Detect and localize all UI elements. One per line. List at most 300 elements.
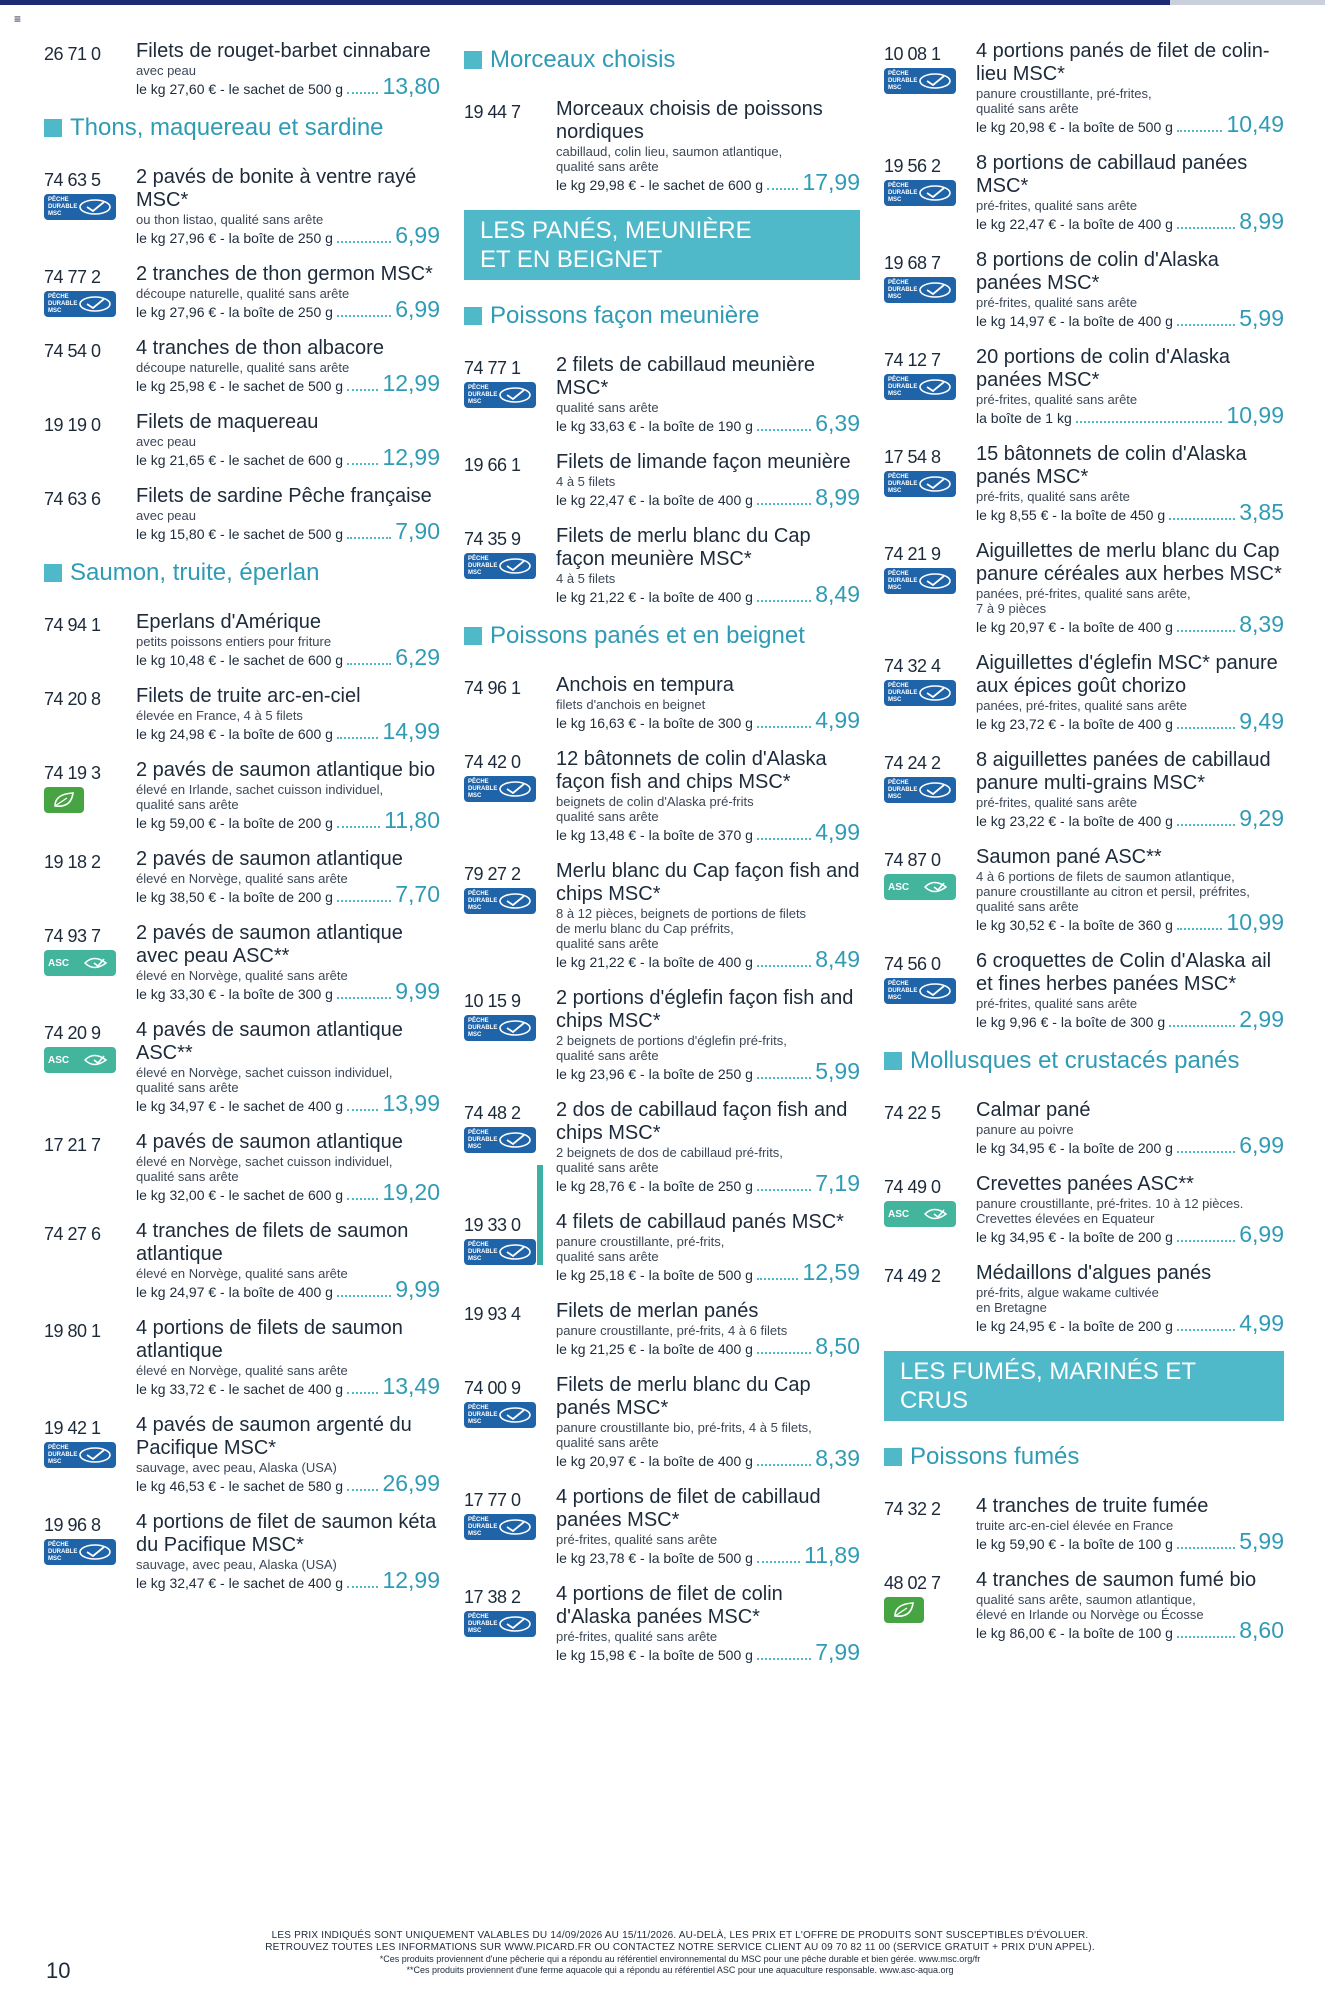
product-item xyxy=(464,525,860,606)
price-leader xyxy=(1177,928,1223,930)
msc-logo-word: MSC xyxy=(468,1627,482,1634)
product-body xyxy=(556,525,860,606)
price-line xyxy=(976,1221,1284,1247)
msc-logo-word: DURABLE xyxy=(48,1451,78,1458)
fish-tick-icon xyxy=(918,72,952,90)
unit-price: le kg 21,25 € - la boîte de 400 g xyxy=(556,1341,753,1357)
price-line xyxy=(976,1310,1284,1336)
price-leader xyxy=(1177,1151,1235,1153)
price-value: 4,99 xyxy=(1239,1310,1284,1336)
price-leader xyxy=(757,503,811,505)
product-left xyxy=(884,249,976,330)
product-left xyxy=(44,40,136,98)
price-line xyxy=(556,1542,860,1568)
product-body xyxy=(976,846,1284,934)
product-item xyxy=(884,540,1284,636)
msc-logo-icon xyxy=(464,1127,536,1153)
unit-price: le kg 59,90 € - la boîte de 100 g xyxy=(976,1536,1173,1552)
msc-logo-word: DURABLE xyxy=(48,300,78,307)
product-item xyxy=(464,354,860,435)
msc-logo-word: DURABLE xyxy=(888,189,918,196)
unit-price: le kg 22,47 € - la boîte de 400 g xyxy=(976,216,1173,232)
section-heading: Thons, maquereau et sardine xyxy=(44,114,440,142)
price-value: 12,99 xyxy=(382,370,440,396)
product-body xyxy=(556,98,860,194)
product-description: 4 à 5 filets xyxy=(556,474,616,489)
unit-price: le kg 16,63 € - la boîte de 300 g xyxy=(556,715,753,731)
product-description: Crevettes élevées en Equateur xyxy=(976,1211,1155,1226)
product-name: 2 pavés de saumon atlantique avec peau ASC** xyxy=(136,922,403,967)
product-description: truite arc-en-ciel élevée en France xyxy=(976,1518,1174,1533)
msc-logo-word: MSC xyxy=(48,210,62,217)
product-left xyxy=(44,759,136,832)
column-2 xyxy=(464,40,860,1680)
product-body xyxy=(976,540,1284,636)
product-code: 74 32 4 xyxy=(884,656,941,676)
product-body xyxy=(136,1019,440,1115)
price-leader xyxy=(1177,227,1235,229)
fish-tick-icon xyxy=(918,184,952,202)
product-code: 19 33 0 xyxy=(464,1215,521,1235)
msc-logo-text xyxy=(468,1614,497,1635)
product-list xyxy=(464,354,860,606)
product-name: Crevettes panées ASC** xyxy=(976,1173,1194,1195)
product-code: 26 71 0 xyxy=(44,44,101,64)
product-description: qualité sans arête xyxy=(136,1080,239,1095)
unit-price: le kg 24,97 € - la boîte de 400 g xyxy=(136,1284,333,1300)
price-value: 14,99 xyxy=(382,718,440,744)
product-body xyxy=(136,759,440,832)
product-name: 4 portions de filet de colin d'Alaska panées MSC* xyxy=(556,1583,783,1628)
unit-price: le kg 33,63 € - la boîte de 190 g xyxy=(556,418,753,434)
msc-logo-word: MSC xyxy=(468,792,482,799)
msc-logo-text xyxy=(468,1130,497,1151)
product-item xyxy=(464,1099,860,1195)
price-value: 8,49 xyxy=(815,946,860,972)
price-line xyxy=(136,1179,440,1205)
product-description: cabillaud, colin lieu, saumon atlantique, xyxy=(556,144,783,159)
product-code: 17 54 8 xyxy=(884,447,941,467)
price-leader xyxy=(1177,824,1235,826)
msc-logo-icon xyxy=(884,277,956,303)
price-value: 6,99 xyxy=(395,296,440,322)
price-leader xyxy=(1177,1240,1235,1242)
product-name: Aiguillettes de merlu blanc du Cap panure céréales aux herbes MSC* xyxy=(976,540,1282,585)
unit-price: le kg 25,18 € - la boîte de 500 g xyxy=(556,1267,753,1283)
fish-tick-icon xyxy=(918,281,952,299)
msc-logo-word: DURABLE xyxy=(468,1024,498,1031)
product-left xyxy=(884,1569,976,1642)
product-list xyxy=(464,674,860,1664)
product-code: 74 94 1 xyxy=(44,615,101,635)
product-description: qualité sans arête xyxy=(556,400,659,415)
price-value: 26,99 xyxy=(382,1470,440,1496)
msc-logo-word: DURABLE xyxy=(468,897,498,904)
unit-price: le kg 8,55 € - la boîte de 450 g xyxy=(976,507,1166,523)
unit-price: le kg 32,00 € - le sachet de 600 g xyxy=(136,1187,344,1203)
organic-leaf-icon xyxy=(889,1600,919,1620)
product-code: 19 93 4 xyxy=(464,1304,521,1324)
product-left xyxy=(464,987,556,1083)
product-description: panure croustillante bio, pré-frits, 4 à 5 filets, xyxy=(556,1420,812,1435)
product-body xyxy=(556,674,860,732)
product-code: 19 66 1 xyxy=(464,455,521,475)
product-description: élevé en Irlande ou Norvège ou Écosse xyxy=(976,1607,1204,1622)
product-code: 74 27 6 xyxy=(44,1224,101,1244)
product-list xyxy=(884,40,1284,1031)
fish-tick-icon xyxy=(498,1615,532,1633)
price-leader xyxy=(337,900,391,902)
product-description: sauvage, avec peau, Alaska (USA) xyxy=(136,1460,337,1475)
product-item xyxy=(464,748,860,844)
product-code: 17 77 0 xyxy=(464,1490,521,1510)
product-description: élevé en Norvège, qualité sans arête xyxy=(136,1363,348,1378)
fish-tick-icon xyxy=(918,572,952,590)
product-item xyxy=(884,1569,1284,1642)
price-value: 7,90 xyxy=(395,518,440,544)
msc-logo-word: PÊCHE xyxy=(888,279,909,286)
msc-logo-word: MSC xyxy=(468,1255,482,1262)
price-leader xyxy=(347,537,391,539)
unit-price: le kg 15,98 € - la boîte de 500 g xyxy=(556,1647,753,1663)
price-value: 8,99 xyxy=(815,484,860,510)
price-value: 5,99 xyxy=(1239,305,1284,331)
msc-logo-text xyxy=(468,556,497,577)
price-leader xyxy=(1169,1025,1235,1027)
section-heading: Morceaux choisis xyxy=(464,46,860,74)
product-code: 74 49 0 xyxy=(884,1177,941,1197)
product-left xyxy=(44,1414,136,1495)
product-name: 4 pavés de saumon atlantique xyxy=(136,1131,403,1153)
msc-logo-word: PÊCHE xyxy=(48,1541,69,1548)
product-left xyxy=(44,848,136,906)
product-left xyxy=(44,1019,136,1115)
square-bullet-icon xyxy=(44,119,62,137)
price-leader xyxy=(757,429,811,431)
product-description: qualité sans arête xyxy=(556,1048,659,1063)
product-left xyxy=(884,1262,976,1335)
msc-logo-icon xyxy=(884,777,956,803)
price-value: 13,80 xyxy=(382,73,440,99)
fish-tick-icon xyxy=(498,1406,532,1424)
price-value: 5,99 xyxy=(1239,1528,1284,1554)
product-description: pré-frites, qualité sans arête xyxy=(976,996,1138,1011)
product-description: qualité sans arête xyxy=(136,797,239,812)
product-item xyxy=(44,411,440,469)
product-name: 4 pavés de saumon argenté du Pacifique MSC* xyxy=(136,1414,412,1459)
product-code: 74 00 9 xyxy=(464,1378,521,1398)
product-description: panure croustillante, pré-frites. 10 à 12 pièces. xyxy=(976,1196,1244,1211)
product-left xyxy=(464,1374,556,1470)
msc-logo-text xyxy=(888,683,917,704)
price-line xyxy=(136,881,440,907)
msc-logo-word: DURABLE xyxy=(468,391,498,398)
product-item xyxy=(44,1511,440,1592)
price-leader xyxy=(1169,518,1235,520)
price-line xyxy=(976,909,1284,935)
fish-tick-icon xyxy=(78,1543,112,1561)
fish-tick-icon xyxy=(498,557,532,575)
category-banner: LES FUMÉS, MARINÉS ET CRUS xyxy=(884,1351,1284,1421)
product-body xyxy=(556,354,860,435)
product-description: élevée en France, 4 à 5 filets xyxy=(136,708,303,723)
fish-tick-icon xyxy=(918,982,952,1000)
product-body xyxy=(136,922,440,1003)
square-bullet-icon xyxy=(464,51,482,69)
fish-tick-icon xyxy=(78,198,112,216)
product-body xyxy=(136,1511,440,1592)
product-name: 2 filets de cabillaud meunière MSC* xyxy=(556,354,816,399)
unit-price: le kg 25,98 € - le sachet de 500 g xyxy=(136,378,344,394)
product-left xyxy=(44,1220,136,1301)
product-code: 74 22 5 xyxy=(884,1103,941,1123)
product-left xyxy=(464,674,556,732)
product-name: 2 portions d'églefin façon fish and chips MSC* xyxy=(556,987,854,1032)
price-line xyxy=(976,1132,1284,1158)
price-value: 7,99 xyxy=(815,1639,860,1665)
price-value: 9,99 xyxy=(395,1276,440,1302)
product-code: 74 87 0 xyxy=(884,850,941,870)
product-name: Filets de maquereau xyxy=(136,411,319,433)
msc-logo-icon xyxy=(464,888,536,914)
fish-tick-icon xyxy=(498,1019,532,1037)
msc-logo-word: PÊCHE xyxy=(888,570,909,577)
product-body xyxy=(976,950,1284,1031)
msc-logo-word: DURABLE xyxy=(888,383,918,390)
price-line xyxy=(556,581,860,607)
msc-logo-text xyxy=(468,1405,497,1426)
square-bullet-icon xyxy=(464,627,482,645)
unit-price: le kg 21,22 € - la boîte de 400 g xyxy=(556,954,753,970)
msc-logo-word: DURABLE xyxy=(468,1248,498,1255)
product-left xyxy=(884,846,976,934)
top-bar xyxy=(0,0,1170,5)
price-value: 13,49 xyxy=(382,1373,440,1399)
column-1 xyxy=(44,40,440,1608)
product-name: 4 tranches de saumon fumé bio xyxy=(976,1569,1257,1591)
product-name: Eperlans d'Amérique xyxy=(136,611,322,633)
msc-logo-word: PÊCHE xyxy=(48,196,69,203)
product-body xyxy=(976,1569,1284,1642)
price-line xyxy=(136,296,440,322)
msc-logo-icon xyxy=(884,68,956,94)
product-code: 10 08 1 xyxy=(884,44,941,64)
product-name: Filets de merlu blanc du Cap panés MSC* xyxy=(556,1374,811,1419)
product-item xyxy=(44,685,440,743)
product-item xyxy=(884,749,1284,830)
price-value: 6,99 xyxy=(1239,1132,1284,1158)
msc-logo-icon xyxy=(884,180,956,206)
product-code: 10 15 9 xyxy=(464,991,521,1011)
msc-logo-word: MSC xyxy=(888,994,902,1001)
price-line xyxy=(976,499,1284,525)
unit-price: le kg 24,98 € - la boîte de 600 g xyxy=(136,726,333,742)
product-description: qualité sans arête xyxy=(556,809,659,824)
product-body xyxy=(556,1300,860,1358)
product-name: 2 pavés de saumon atlantique xyxy=(136,848,403,870)
price-leader xyxy=(347,463,378,465)
product-item xyxy=(464,987,860,1083)
price-value: 8,60 xyxy=(1239,1617,1284,1643)
price-leader xyxy=(757,1561,800,1563)
accent-bar xyxy=(537,1165,543,1265)
fish-tick-icon xyxy=(922,1205,952,1223)
price-leader xyxy=(757,1077,811,1079)
msc-logo-text xyxy=(888,377,917,398)
msc-logo-word: PÊCHE xyxy=(888,980,909,987)
price-line xyxy=(556,1333,860,1359)
product-left xyxy=(44,337,136,395)
section-heading: Poissons fumés xyxy=(884,1443,1284,1471)
msc-logo-word: DURABLE xyxy=(888,286,918,293)
msc-logo-word: MSC xyxy=(468,1418,482,1425)
msc-logo-text xyxy=(888,571,917,592)
msc-logo-word: PÊCHE xyxy=(888,70,909,77)
product-description: qualité sans arête xyxy=(976,899,1079,914)
product-name: Anchois en tempura xyxy=(556,674,734,696)
asc-logo-icon xyxy=(884,1201,956,1227)
unit-price: le kg 28,76 € - la boîte de 250 g xyxy=(556,1178,753,1194)
column-3 xyxy=(884,40,1284,1658)
product-item xyxy=(884,652,1284,733)
category-banner: LES PANÉS, MEUNIÈRE ET EN BEIGNET xyxy=(464,210,860,280)
product-code: 74 77 1 xyxy=(464,358,521,378)
unit-price: le kg 46,53 € - le sachet de 580 g xyxy=(136,1478,344,1494)
product-code: 48 02 7 xyxy=(884,1573,941,1593)
product-description: avec peau xyxy=(136,508,196,523)
price-leader xyxy=(347,663,391,665)
price-value: 11,89 xyxy=(804,1542,860,1568)
product-body xyxy=(556,1486,860,1567)
msc-logo-text xyxy=(468,779,497,800)
product-name: 4 portions de filet de cabillaud panées MSC* xyxy=(556,1486,821,1531)
price-value: 12,99 xyxy=(382,444,440,470)
product-code: 19 96 8 xyxy=(44,1515,101,1535)
price-leader xyxy=(757,726,811,728)
product-description: panées, pré-frites, qualité sans arête, xyxy=(976,586,1191,601)
fish-tick-icon xyxy=(918,378,952,396)
product-name: Aiguillettes d'églefin MSC* panure aux épices goût chorizo xyxy=(976,652,1278,697)
product-code: 74 77 2 xyxy=(44,267,101,287)
product-description: élevé en Norvège, qualité sans arête xyxy=(136,1266,348,1281)
product-left xyxy=(884,443,976,524)
product-item xyxy=(44,848,440,906)
price-line xyxy=(136,370,440,396)
square-bullet-icon xyxy=(884,1448,902,1466)
msc-logo-word: MSC xyxy=(888,696,902,703)
product-description: qualité sans arête xyxy=(556,936,659,951)
msc-logo-word: DURABLE xyxy=(468,562,498,569)
msc-logo-icon xyxy=(884,374,956,400)
product-description: pré-frites, qualité sans arête xyxy=(556,1532,718,1547)
unit-price: le kg 13,48 € - la boîte de 370 g xyxy=(556,827,753,843)
product-code: 74 35 9 xyxy=(464,529,521,549)
product-description: beignets de colin d'Alaska pré-frits xyxy=(556,794,754,809)
product-body xyxy=(136,685,440,743)
product-name: 8 portions de cabillaud panées MSC* xyxy=(976,152,1248,197)
price-leader xyxy=(1177,130,1223,132)
product-left xyxy=(44,611,136,669)
product-left xyxy=(884,40,976,136)
product-item xyxy=(884,346,1284,427)
product-item xyxy=(464,1374,860,1470)
price-leader xyxy=(757,1189,811,1191)
unit-price: le kg 20,97 € - la boîte de 400 g xyxy=(556,1453,753,1469)
product-description: sauvage, avec peau, Alaska (USA) xyxy=(136,1557,337,1572)
unit-price: le kg 10,48 € - le sachet de 600 g xyxy=(136,652,344,668)
product-left xyxy=(884,346,976,427)
product-body xyxy=(976,1099,1284,1157)
product-code: 74 49 2 xyxy=(884,1266,941,1286)
product-code: 74 32 2 xyxy=(884,1499,941,1519)
price-line xyxy=(976,402,1284,428)
product-item xyxy=(884,1495,1284,1553)
product-code: 74 54 0 xyxy=(44,341,101,361)
product-left xyxy=(464,748,556,844)
unit-price: le kg 22,47 € - la boîte de 400 g xyxy=(556,492,753,508)
msc-logo-word: MSC xyxy=(468,1530,482,1537)
product-description: panure croustillante, pré-frites, xyxy=(976,86,1152,101)
msc-logo-word: PÊCHE xyxy=(888,682,909,689)
bio-logo-icon xyxy=(44,787,84,813)
product-body xyxy=(556,1211,860,1284)
product-description: petits poissons entiers pour friture xyxy=(136,634,332,649)
msc-logo-word: PÊCHE xyxy=(468,1241,489,1248)
msc-logo-text xyxy=(888,981,917,1002)
msc-logo-text xyxy=(888,183,917,204)
price-line xyxy=(556,1259,860,1285)
price-line xyxy=(976,611,1284,637)
msc-logo-text xyxy=(888,474,917,495)
product-name: 2 tranches de thon germon MSC* xyxy=(136,263,433,285)
product-item xyxy=(464,1211,860,1284)
product-description: pré-frits, algue wakame cultivée xyxy=(976,1285,1159,1300)
product-description: de merlu blanc du Cap préfrits, xyxy=(556,921,734,936)
msc-logo-text xyxy=(48,1445,77,1466)
product-left xyxy=(884,1099,976,1157)
price-line xyxy=(976,805,1284,831)
msc-logo-word: PÊCHE xyxy=(468,778,489,785)
msc-logo-word: MSC xyxy=(468,569,482,576)
msc-logo-word: PÊCHE xyxy=(468,1129,489,1136)
asc-logo-text: ASC xyxy=(48,1054,70,1066)
product-body xyxy=(556,1099,860,1195)
product-description: panure croustillante, pré-frits, 4 à 6 filets xyxy=(556,1323,788,1338)
menu-icon: ≡ xyxy=(14,12,22,26)
unit-price: le kg 27,96 € - la boîte de 250 g xyxy=(136,230,333,246)
product-description: pré-frites, qualité sans arête xyxy=(556,1629,718,1644)
unit-price: le kg 23,22 € - la boîte de 400 g xyxy=(976,813,1173,829)
fish-tick-icon xyxy=(82,954,112,972)
msc-logo-word: DURABLE xyxy=(888,77,918,84)
price-line xyxy=(136,1470,440,1496)
bio-logo-icon xyxy=(884,1597,924,1623)
product-item xyxy=(464,860,860,971)
product-code: 19 68 7 xyxy=(884,253,941,273)
page-number: 10 xyxy=(46,1958,71,1983)
msc-logo-icon xyxy=(44,291,116,317)
price-value: 6,99 xyxy=(1239,1221,1284,1247)
product-description: qualité sans arête xyxy=(556,159,659,174)
product-name: 2 dos de cabillaud façon fish and chips MSC* xyxy=(556,1099,848,1144)
product-item xyxy=(44,485,440,543)
unit-price: le kg 23,78 € - la boîte de 500 g xyxy=(556,1550,753,1566)
fish-tick-icon xyxy=(918,475,952,493)
msc-logo-word: PÊCHE xyxy=(468,1017,489,1024)
msc-logo-word: MSC xyxy=(48,1458,62,1465)
msc-logo-word: DURABLE xyxy=(888,480,918,487)
product-name: 2 pavés de bonite à ventre rayé MSC* xyxy=(136,166,417,211)
